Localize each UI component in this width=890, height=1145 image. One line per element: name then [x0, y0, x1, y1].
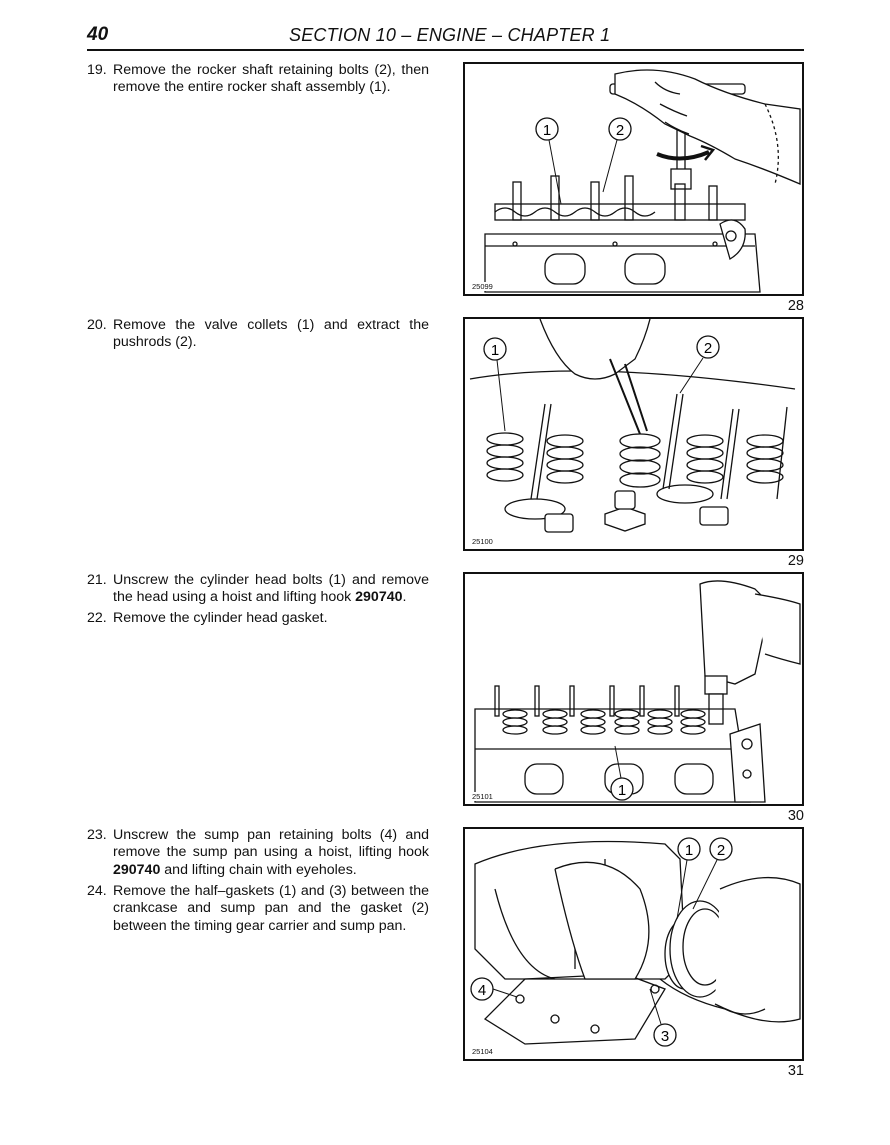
- tool-number: 290740: [113, 861, 161, 878]
- svg-text:1: 1: [617, 782, 627, 799]
- rocker-shaft-illustration: [465, 64, 802, 294]
- header-rule: [87, 49, 804, 51]
- step-text-part: Unscrew the sump pan retaining bolts (4) and remove the sump pan using a hoist, lifting hook: [113, 827, 429, 861]
- figure-30-cylinder-head-bolts: [463, 572, 804, 806]
- step-number: 22.: [87, 610, 107, 626]
- step-23: [87, 827, 429, 879]
- figure-number: 28: [787, 298, 804, 314]
- figure-number: 31: [787, 1063, 804, 1079]
- callout-3: [650, 989, 676, 1046]
- valve-collets-illustration: [465, 319, 802, 549]
- step-text: Remove the half–gaskets (1) and (3) between the crankcase and sump pan and the gasket (2) between the timing gear carrier and sump pan.: [113, 883, 429, 934]
- callout-2: [680, 336, 719, 393]
- step-number: 21.: [87, 572, 107, 588]
- step-text: Remove the valve collets (1) and extract the pushrods (2).: [113, 317, 429, 351]
- step-20: [87, 317, 429, 352]
- step-number: 20.: [87, 317, 107, 333]
- step-text: Remove the cylinder head gasket.: [113, 610, 328, 626]
- callout-4: [471, 978, 517, 1000]
- figure-31-sump-pan: [463, 827, 804, 1061]
- step-text-part: and lifting chain with eyeholes.: [160, 861, 357, 878]
- figure-number: 29: [787, 553, 804, 569]
- step-19: [87, 62, 429, 97]
- step-text-part: .: [402, 589, 407, 606]
- svg-text:1: 1: [490, 342, 500, 359]
- sump-pan-illustration: [465, 829, 802, 1059]
- section-title: SECTION 10 – ENGINE – CHAPTER 1: [289, 25, 611, 45]
- svg-text:4: 4: [477, 982, 487, 999]
- callout-1: [536, 118, 561, 204]
- svg-text:1: 1: [542, 122, 552, 139]
- svg-text:2: 2: [615, 122, 625, 139]
- page-number: 40: [87, 24, 109, 45]
- figure-number: 30: [787, 808, 804, 824]
- callout-1: [484, 338, 506, 431]
- step-number: 23.: [87, 827, 107, 843]
- step-text: Remove the rocker shaft retaining bolts (2), then remove the entire rocker shaft assembly (1).: [113, 62, 429, 96]
- svg-text:1: 1: [684, 842, 694, 859]
- figure-code: 25101: [472, 792, 493, 801]
- figure-code: 25104: [472, 1047, 493, 1056]
- figure-28-rocker-shaft: [463, 62, 804, 296]
- svg-text:3: 3: [660, 1028, 670, 1045]
- step-text: [113, 827, 429, 879]
- step-number: 19.: [87, 62, 107, 78]
- step-number: 24.: [87, 883, 107, 899]
- figure-code: 25099: [472, 282, 493, 291]
- tool-number: 290740: [355, 589, 403, 606]
- step-21: [87, 572, 429, 607]
- figure-29-valve-collets: [463, 317, 804, 551]
- step-text-part: Unscrew the cylinder head bolts (1) and remove the head using a hoist and lifting hook: [113, 572, 429, 606]
- step-22: [87, 610, 429, 627]
- step-24: [87, 883, 429, 935]
- step-text: [113, 572, 429, 607]
- figure-code: 25100: [472, 537, 493, 546]
- callout-1: [611, 746, 633, 800]
- svg-text:2: 2: [716, 842, 726, 859]
- svg-text:2: 2: [703, 340, 713, 357]
- callout-2: [603, 118, 631, 192]
- cylinder-head-illustration: [465, 574, 802, 804]
